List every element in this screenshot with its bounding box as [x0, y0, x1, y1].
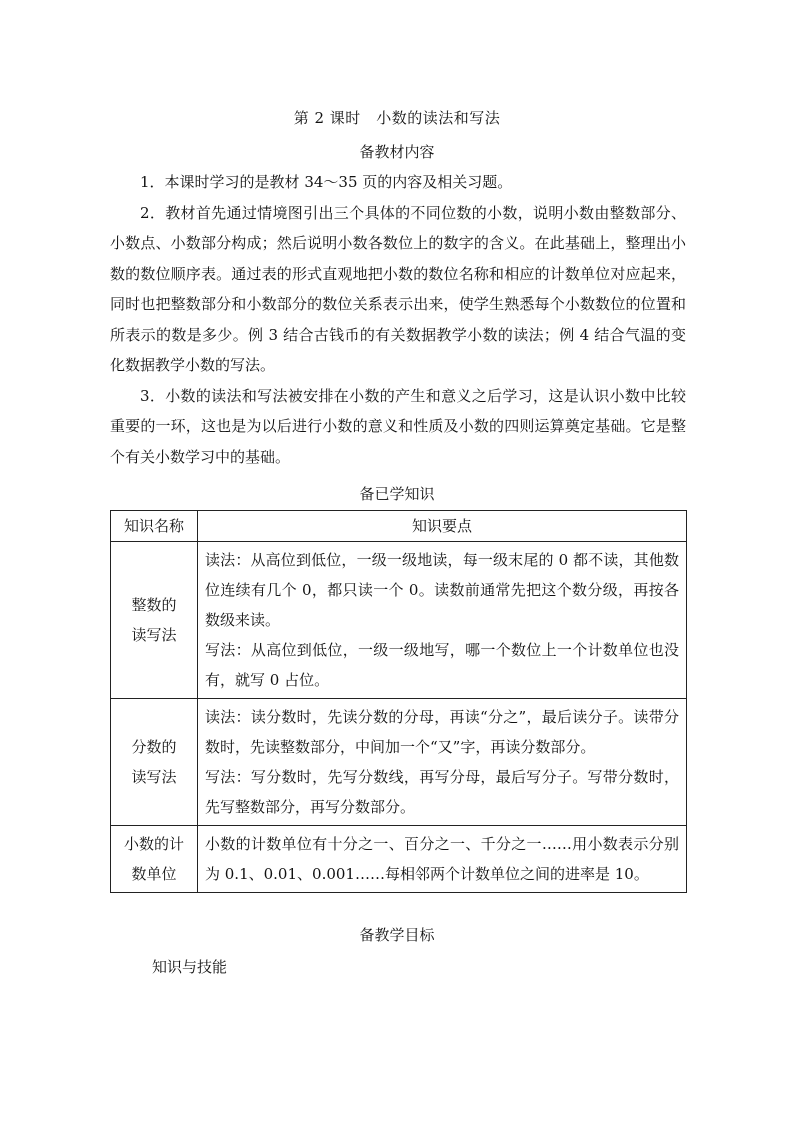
content-paragraph-1: 1．本课时学习的是教材 34～35 页的内容及相关习题。	[140, 173, 513, 191]
row-name-cell	[111, 826, 198, 893]
section-heading-prior-knowledge: 备已学知识	[359, 485, 435, 503]
header-knowledge-points: 知识要点	[198, 511, 687, 542]
row-points-cell	[198, 826, 687, 893]
row-name-line: 读写法	[131, 626, 177, 644]
row-name-line: 数单位	[131, 865, 177, 883]
row-points-cell	[198, 699, 687, 826]
row-name-line: 小数的计	[123, 835, 184, 853]
row-name-line: 读写法	[131, 768, 177, 786]
table-row	[111, 826, 687, 893]
table-header-row	[111, 511, 687, 542]
header-knowledge-name: 知识名称	[111, 511, 198, 542]
table-row	[111, 699, 687, 826]
content-paragraph-2: 2．教材首先通过情境图引出三个具体的不同位数的小数，说明小数由整数部分、小数点、小数部分构成；然后说明小数各数位上的数字的含义。在此基础上，整理出小数的数位顺序表。通过表的形式直观地把小数的数位名称和相应的计数单位对应起来，同时也把整数部分和小数部分的数位关系表示出来，使学生熟悉每个小数数位的位置和所表示的数是多少。例 3 结合古钱币的有关数据教学小数的读法；例 4 结合气温的变化数据教学小数的写法。	[110, 203, 686, 374]
prior-knowledge-table	[110, 510, 687, 893]
knowledge-point: 写法：从高位到低位，一级一级地写，哪一个数位上一个计数单位也没有，就写 0 占位。	[205, 641, 679, 689]
row-name-line: 分数的	[131, 738, 177, 756]
lesson-title: 第 2 课时 小数的读法和写法	[293, 109, 501, 127]
knowledge-point: 读法：读分数时，先读分数的分母，再读“分之”，最后读分子。读带分数时，先读整数部分，中间加一个“又”字，再读分数部分。	[205, 708, 679, 756]
section-heading-teaching-goals: 备教学目标	[359, 926, 435, 944]
subheading-knowledge-skills: 知识与技能	[152, 958, 228, 976]
content-paragraph-3: 3．小数的读法和写法被安排在小数的产生和意义之后学习，这是认识小数中比较重要的一环，这也是为以后进行小数的意义和性质及小数的四则运算奠定基础。它是整个有关小数学习中的基础。	[110, 386, 686, 466]
row-name-line: 整数的	[131, 596, 177, 614]
section-heading-textbook-content: 备教材内容	[359, 143, 435, 161]
row-name-cell	[111, 699, 198, 826]
knowledge-point: 小数的计数单位有十分之一、百分之一、千分之一……用小数表示分别为 0.1、0.01、0.001……每相邻两个计数单位之间的进率是 10。	[205, 835, 679, 883]
textbook-content-body	[110, 167, 686, 472]
table-row	[111, 542, 687, 699]
knowledge-point: 写法：写分数时，先写分数线，再写分母，最后写分子。写带分数时，先写整数部分，再写分数部分。	[205, 768, 679, 816]
row-points-cell	[198, 542, 687, 699]
row-name-cell	[111, 542, 198, 699]
knowledge-point: 读法：从高位到低位，一级一级地读，每一级末尾的 0 都不读，其他数位连续有几个 0，都只读一个 0。读数前通常先把这个数分级，再按各数级来读。	[205, 551, 679, 629]
